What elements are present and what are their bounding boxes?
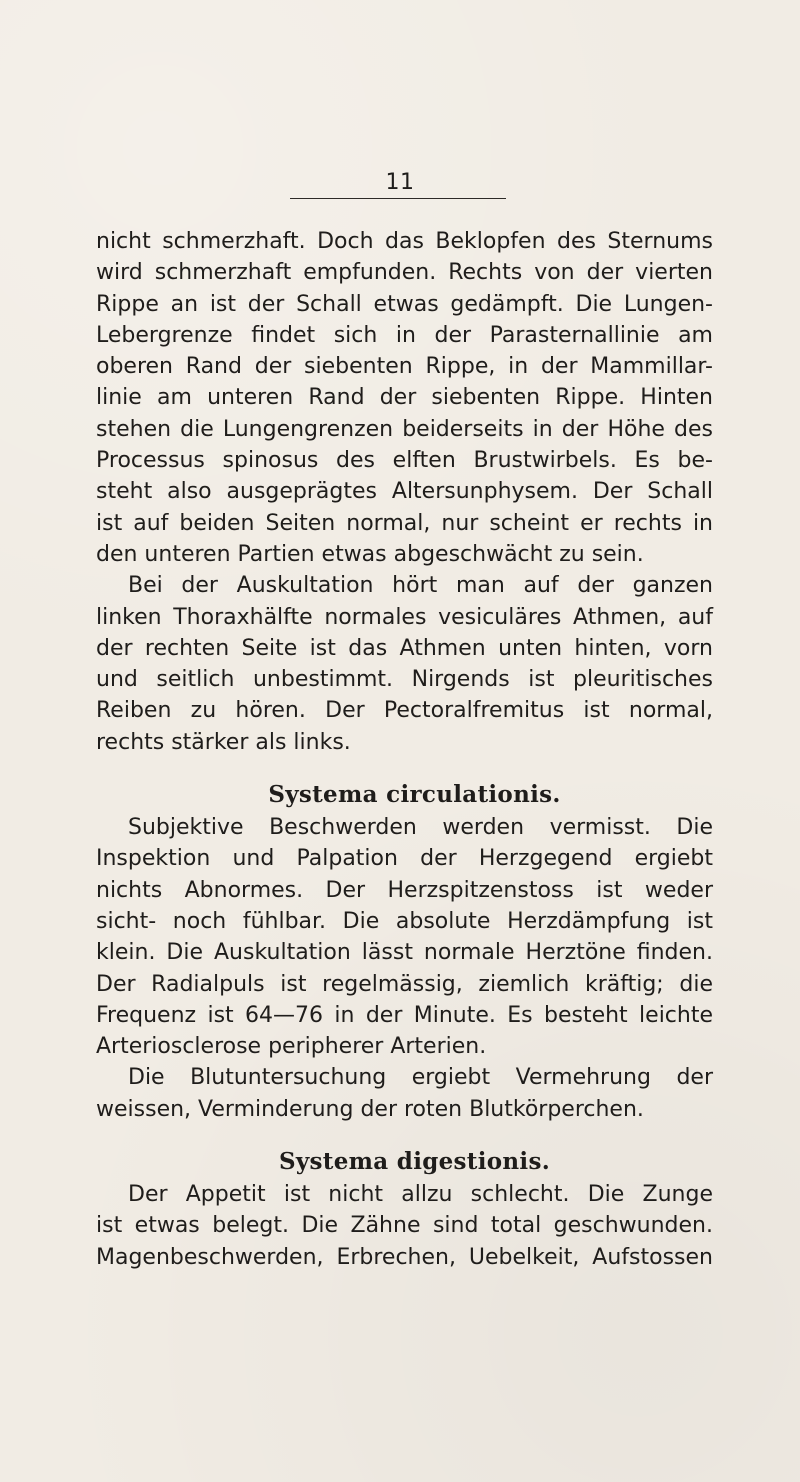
text-line: der rechten Seite ist das Athmen unten hinten, vorn: [96, 635, 713, 661]
text-line: Der Radialpuls ist regelmässig, ziemlich kräftig; die: [96, 971, 713, 997]
text-line: rechts stärker als links.: [96, 729, 351, 755]
text-line: Der Appetit ist nicht allzu schlecht. Die Zunge: [128, 1182, 713, 1208]
text-line: oberen Rand der siebenten Rippe, in der Mammillar-: [96, 354, 713, 380]
text-line: Processus spinosus des elften Brustwirbels. Es be-: [96, 448, 713, 474]
paragraph-circulation: [96, 812, 713, 1062]
body-text: [96, 226, 713, 1273]
text-line: Reiben zu hören. Der Pectoralfremitus ist normal,: [96, 698, 713, 724]
paragraph-respiratory-findings: [96, 226, 713, 570]
text-line: ist auf beiden Seiten normal, nur scheint er rechts in: [96, 510, 713, 536]
text-line: den unteren Partien etwas abgeschwächt zu sein.: [96, 541, 644, 567]
text-line: ist etwas belegt. Die Zähne sind total geschwunden.: [96, 1213, 713, 1239]
text-line: Lebergrenze findet sich in der Parasternallinie am: [96, 322, 713, 348]
text-line: wird schmerzhaft empfunden. Rechts von der vierten: [96, 260, 713, 286]
text-line: Frequenz ist 64—76 in der Minute. Es besteht leichte: [96, 1002, 713, 1028]
text-line: nicht schmerzhaft. Doch das Beklopfen des Sternums: [96, 229, 713, 254]
paragraph-blood-test: [96, 1062, 713, 1125]
text-line: und seitlich unbestimmt. Nirgends ist pleuritisches: [96, 667, 713, 693]
section-heading-circulation: Systema circulationis.: [268, 781, 561, 809]
text-line: steht also ausgeprägtes Altersunphysem. Der Schall: [96, 479, 713, 505]
page-number: 11: [385, 170, 415, 195]
paragraph-digestion: [96, 1179, 713, 1273]
text-line: stehen die Lungengrenzen beiderseits in der Höhe des: [96, 416, 713, 442]
text-line: Magenbeschwerden, Erbrechen, Uebelkeit, Aufstossen: [96, 1244, 713, 1270]
paragraph-auscultation: [96, 570, 713, 758]
text-line: nichts Abnormes. Der Herzspitzenstoss ist weder: [96, 877, 713, 903]
text-line: Inspektion und Palpation der Herzgegend ergiebt: [96, 846, 713, 872]
text-line: Rippe an ist der Schall etwas gedämpft. Die Lungen-: [96, 291, 713, 317]
text-line: linken Thoraxhälfte normales vesiculäres Athmen, auf: [96, 604, 713, 630]
text-line: linie am unteren Rand der siebenten Rippe. Hinten: [96, 385, 713, 411]
text-line: Die Blutuntersuchung ergiebt Vermehrung der: [128, 1065, 713, 1091]
text-line: klein. Die Auskultation lässt normale Herztöne finden.: [96, 940, 713, 966]
text-line: weissen, Verminderung der roten Blutkörperchen.: [96, 1096, 644, 1122]
section-heading-digestion: Systema digestionis.: [278, 1148, 551, 1176]
text-line: Bei der Auskultation hört man auf der ganzen: [128, 573, 713, 599]
page-number-rule: [290, 198, 506, 199]
text-line: Arteriosclerose peripherer Arterien.: [96, 1034, 487, 1060]
text-line: sicht- noch fühlbar. Die absolute Herzdämpfung ist: [96, 908, 713, 934]
text-line: Subjektive Beschwerden werden vermisst. Die: [128, 815, 713, 841]
